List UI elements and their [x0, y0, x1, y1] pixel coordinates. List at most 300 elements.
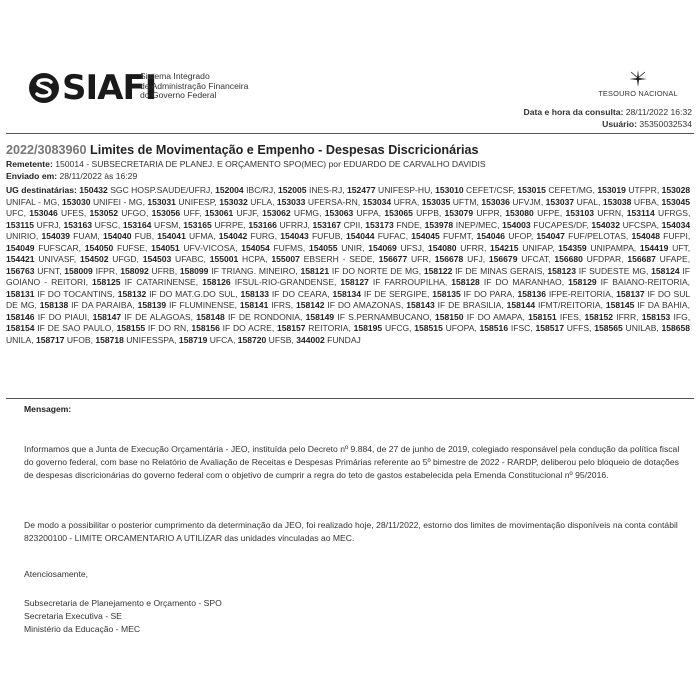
- ug-item: [64, 220, 118, 230]
- ug-item: [406, 300, 501, 310]
- ug-item: [183, 220, 243, 230]
- ug-code: 153031: [147, 196, 176, 207]
- ug-name: UFR: [411, 254, 429, 264]
- ug-name: IF DO SUL DE MG: [6, 288, 691, 310]
- ug-item: [422, 197, 477, 207]
- ug-code: 158142: [295, 300, 325, 310]
- ug-item: [62, 197, 143, 207]
- ug-code: 154047: [536, 231, 565, 241]
- ug-name: IFRS: [271, 300, 291, 310]
- ug-code: 153033: [276, 196, 306, 207]
- ug-name: UFPB: [416, 208, 439, 218]
- ug-item: [278, 185, 342, 195]
- ug-item: [568, 277, 688, 287]
- ug-code: 153037: [545, 196, 575, 207]
- ug-item: [535, 323, 589, 333]
- ug-name: UFRN: [597, 208, 622, 218]
- ug-code: 158152: [584, 311, 613, 322]
- ug-code: 154069: [368, 242, 397, 253]
- ug-name: UFRJ: [36, 219, 59, 230]
- ug-item: [435, 312, 522, 322]
- ug-name: UFPA: [356, 208, 379, 218]
- ug-code: 153103: [565, 208, 595, 218]
- ug-name: FUCAPES/DF: [533, 219, 587, 230]
- ug-code: 158515: [414, 323, 443, 333]
- ug-item: [277, 323, 349, 333]
- consulta-label: Data e hora da consulta:: [523, 107, 624, 117]
- ug-code: 153028: [661, 185, 691, 195]
- ug-code: 154048: [631, 231, 660, 241]
- ug-name: IF DE ALAGOAS: [124, 311, 191, 322]
- siafi-logo: [28, 68, 156, 108]
- ug-name: UFNT: [37, 265, 60, 276]
- ug-item: [363, 197, 417, 207]
- ug-item: [502, 220, 586, 230]
- ug-code: 153030: [62, 196, 91, 207]
- ug-name: IFRR: [616, 311, 637, 322]
- usuario-value: 35350032534: [639, 119, 692, 129]
- ug-item: [219, 197, 272, 207]
- ug-code: 153114: [626, 208, 655, 218]
- ug-name: IFSC: [510, 323, 531, 333]
- ug-name: UFT: [672, 242, 688, 253]
- ug-name: UFAL: [576, 196, 599, 207]
- ug-name: IBC/RJ: [246, 185, 274, 195]
- ug-name: IF GOIANO - REITORI: [6, 265, 691, 287]
- ug-item: [95, 335, 174, 345]
- ug-item: [210, 254, 265, 264]
- ug-name: UFRA: [393, 196, 417, 207]
- enviado-row: [6, 171, 137, 181]
- ug-item: [480, 323, 531, 333]
- ug-code: 158127: [340, 277, 369, 287]
- consulta-row: [524, 106, 692, 118]
- ug-item: [445, 208, 500, 218]
- ug-name: FUF/PELOTAS: [568, 231, 626, 241]
- tesouro-star-icon: [627, 68, 649, 88]
- ug-code: 155007: [271, 254, 300, 264]
- ug-name: IFSUL-RIO-GRANDENSE: [234, 277, 334, 287]
- ug-item: [238, 335, 292, 345]
- ug-item: [296, 335, 361, 345]
- ug-code: 156680: [554, 254, 583, 264]
- ug-code: 154039: [41, 231, 70, 241]
- ug-code: 158092: [120, 265, 149, 276]
- ug-item: [118, 289, 236, 299]
- ug-code: 158144: [506, 300, 536, 310]
- ug-item: [147, 197, 214, 207]
- ug-code: 158145: [605, 300, 635, 310]
- ug-name: UFRPE: [214, 219, 244, 230]
- ug-name: UFMA: [189, 231, 214, 241]
- ug-code: 154419: [639, 242, 669, 253]
- ug-item: [277, 197, 358, 207]
- ug-item: [36, 335, 91, 345]
- query-meta: [524, 106, 692, 130]
- ug-name: UFVJM: [512, 196, 541, 207]
- ug-item: [517, 289, 610, 299]
- ug-code: 158151: [528, 311, 557, 322]
- ug-name: FNDE: [396, 219, 420, 230]
- ug-code: 154045: [411, 231, 440, 241]
- ug-code: 150432: [79, 185, 108, 195]
- ug-name: UFBA: [633, 196, 657, 207]
- ug-code: 158131: [6, 288, 35, 299]
- ug-item: [262, 208, 319, 218]
- ug-item: [379, 254, 429, 264]
- ug-item: [280, 231, 340, 241]
- ug-item: [365, 220, 419, 230]
- ug-item: [103, 231, 152, 241]
- ug-name: UFMG: [293, 208, 320, 218]
- ug-item: [631, 231, 687, 241]
- ug-code: 158132: [117, 288, 147, 299]
- ug-code: 158195: [353, 323, 383, 333]
- ug-name: UFFS: [566, 323, 590, 333]
- ug-name: UFDPAR: [586, 254, 622, 264]
- ug-name: IF DE SERGIPE: [363, 288, 427, 299]
- ug-name: CEFET/CSF: [466, 185, 513, 195]
- ug-code: 158156: [191, 323, 220, 333]
- ug-name: UFCAT: [521, 254, 549, 264]
- ug-name: INEP/MEC: [455, 219, 498, 230]
- ug-item: [425, 220, 497, 230]
- ug-item: [606, 300, 688, 310]
- ug-item: [6, 312, 87, 322]
- ug-code: 153019: [597, 185, 626, 195]
- ug-item: [138, 300, 235, 310]
- ug-name: UNILAB: [625, 323, 657, 333]
- enviado-label: Enviado em:: [6, 171, 58, 181]
- tesouro-nacional-text: TESOURO NACIONAL: [598, 89, 678, 98]
- ug-item: [597, 185, 656, 195]
- ug-name: UFRB: [151, 265, 175, 276]
- ug-name: UNIFAL - MG: [6, 196, 58, 207]
- ug-code: 158147: [92, 311, 122, 322]
- message-closing: Atenciosamente,: [24, 569, 89, 579]
- mensagem-label: Mensagem:: [24, 404, 72, 414]
- ug-name: FUFSE: [116, 242, 145, 253]
- ug-code: 154046: [476, 231, 506, 241]
- ug-name: IF DE BRASILIA: [437, 300, 502, 310]
- ug-name: HCPA: [242, 254, 266, 264]
- ug-code: 158157: [276, 323, 306, 333]
- ug-name: IF DO ACRE: [222, 323, 272, 333]
- ug-code: 154054: [241, 242, 270, 253]
- ug-item: [309, 243, 362, 253]
- ug-name: UFF: [183, 208, 200, 218]
- ug-item: [120, 266, 175, 276]
- ug-code: 158125: [92, 277, 121, 287]
- ug-name: UFCG: [384, 323, 410, 333]
- ug-code: 153035: [421, 196, 451, 207]
- ug-code: 154215: [490, 242, 519, 253]
- ug-item: [6, 289, 113, 299]
- ug-code: 154055: [308, 242, 338, 253]
- ug-name: FUFAC: [377, 231, 406, 241]
- ug-name: UNIFEI - MG: [93, 196, 143, 207]
- ug-name: UFOP: [508, 231, 531, 241]
- ug-name: IF DO RN: [147, 323, 187, 333]
- ug-item: [481, 197, 541, 207]
- ug-item: [312, 220, 360, 230]
- ug-name: IF DE SAO PAULO: [37, 323, 112, 333]
- ug-name: UNIR: [341, 242, 363, 253]
- ug-name: UFPE: [537, 208, 560, 218]
- ug-name: UFES: [61, 208, 84, 218]
- ug-code: 158136: [517, 288, 546, 299]
- ug-code: 153166: [248, 219, 277, 230]
- ug-code: 158150: [435, 311, 464, 322]
- ug-code: 158720: [237, 334, 267, 345]
- ug-code: 158137: [616, 288, 645, 299]
- ug-name: FUFMT: [442, 231, 471, 241]
- ug-name: UFGO: [121, 208, 146, 218]
- ug-code: 154034: [661, 219, 691, 230]
- ug-item: [517, 185, 592, 195]
- ug-code: 156677: [378, 254, 408, 264]
- ug-item: [536, 231, 625, 241]
- ug-code: 154041: [157, 231, 186, 241]
- ug-code: 153115: [6, 219, 35, 230]
- ug-item: [306, 312, 430, 322]
- ug-item: [80, 254, 137, 264]
- message-divider: [6, 398, 694, 399]
- ug-item: [92, 277, 196, 287]
- ug-item: [202, 277, 334, 287]
- ug-item: [477, 231, 531, 241]
- ug-code: 153034: [362, 196, 392, 207]
- ug-name: FUFMS: [273, 242, 303, 253]
- ug-code: 158143: [406, 300, 435, 310]
- ug-item: [180, 266, 296, 276]
- ug-name: UFOB: [66, 334, 91, 345]
- ug-name: IF DO MAT.G.DO SUL: [149, 288, 236, 299]
- ug-item: [85, 243, 145, 253]
- ug-name: IF BAIANO-REITORIA: [600, 277, 688, 287]
- ug-name: IF DO NORTE DE MG: [331, 265, 419, 276]
- ug-name: UFOPA: [445, 323, 475, 333]
- ug-item: [6, 254, 74, 264]
- ug-code: 158121: [300, 265, 330, 276]
- ug-item: [40, 300, 133, 310]
- ug-code: 154042: [218, 231, 248, 241]
- remetente-row: [6, 159, 486, 169]
- ug-name: IF S.PERNAMBUCANO: [337, 311, 430, 322]
- ug-name: UFV-VICOSA: [183, 242, 236, 253]
- ug-name: FUNDAJ: [327, 334, 361, 345]
- signature: [24, 597, 688, 635]
- ug-code: 154359: [558, 242, 587, 253]
- ug-code: 158658: [661, 323, 691, 333]
- ug-name: IF SUDESTE MG: [578, 265, 646, 276]
- ug-code: 153065: [384, 208, 413, 218]
- ug-name: IF DO PARA: [463, 288, 513, 299]
- ug-item: [29, 208, 84, 218]
- ug-code: 158718: [95, 334, 124, 345]
- ug-item: [205, 208, 257, 218]
- ug-item: [241, 243, 303, 253]
- message-paragraph: De modo a possibilitar o posterior cumprimento da determinação da JEO, foi realizado hoje, 28/11/2022, estorno dos limites de movimentação disponíveis na conta contábil 823200100 - LIMITE ORCAMENTARIO A UTILIZAR das unidades vinculadas ao MEC.: [24, 520, 678, 543]
- ug-name: FUFSCAR: [38, 242, 79, 253]
- ug-code: 153079: [444, 208, 474, 218]
- ug-name: UFJF: [236, 208, 257, 218]
- ug-item: [546, 197, 598, 207]
- ug-name: IF DE MINAS GERAIS: [455, 265, 543, 276]
- ug-item: [424, 266, 542, 276]
- ug-name: UNIFAP: [522, 242, 553, 253]
- ug-item: [340, 277, 445, 287]
- ug-code: 152005: [278, 185, 307, 195]
- ug-name: UFCSPA: [622, 219, 657, 230]
- ug-code: 158153: [641, 311, 671, 322]
- ug-item: [347, 185, 430, 195]
- ug-item: [558, 243, 634, 253]
- ug-item: [64, 266, 115, 276]
- ug-code: 158148: [196, 311, 225, 322]
- ug-name: UFRRJ: [279, 219, 308, 230]
- ug-item: [584, 312, 636, 322]
- ug-item: [346, 231, 406, 241]
- ug-code: 153045: [661, 196, 691, 207]
- signature-line: Secretaria Executiva - SE: [24, 610, 122, 621]
- ug-item: [6, 323, 111, 333]
- ug-name: IFPE-REITORIA: [548, 288, 611, 299]
- ug-name: UFJ: [467, 254, 483, 264]
- ug-code: 153080: [505, 208, 534, 218]
- ug-name: UNIFESP: [178, 196, 215, 207]
- ug-name: IFPR: [95, 265, 116, 276]
- ug-item: [123, 220, 178, 230]
- ug-name: IF DO AMAPA: [466, 311, 523, 322]
- ug-name: UNIFESSPA: [126, 334, 175, 345]
- ug-code: 153163: [63, 219, 93, 230]
- ug-code: 158155: [116, 323, 146, 333]
- ug-name: UFAPE: [659, 254, 688, 264]
- document-title: Limites de Movimentação e Empenho - Despesas Discricionárias: [90, 143, 479, 157]
- ug-name: IF DE RONDONIA: [228, 311, 300, 322]
- page-title: [6, 143, 479, 157]
- ug-item: [325, 208, 379, 218]
- ug-item: [591, 220, 656, 230]
- usuario-label: Usuário:: [602, 119, 638, 129]
- tesouro-nacional-logo: [588, 68, 688, 98]
- ug-item: [435, 254, 483, 264]
- ug-item: [179, 335, 233, 345]
- ug-code: 158133: [240, 288, 269, 299]
- ug-item: [151, 243, 235, 253]
- ug-code: 154032: [591, 219, 620, 230]
- ug-item: [117, 323, 187, 333]
- ug-code: 153063: [324, 208, 354, 218]
- ug-name: IF FARROUPILHA: [372, 277, 445, 287]
- ug-name: FURG: [250, 231, 275, 241]
- message-paragraph: Informamos que a Junta de Execução Orçamentária - JEO, instituída pelo Decreto nº 9.884, de 27 de junho de 2019, colegiado responsável pela condução da política fiscal do governo federal, com base no Relatório de Avaliação de Receitas e Despesas Primárias referente ao 5º bimestre de 2022 - RARDP, deliberou pelo bloqueio de dotações de despesas discricionárias do governo federal com o objetivo de cumprir a regra do teto de gastos estabelecida pela Emenda Constitucional nº 95/2016.: [24, 444, 680, 480]
- ug-code: 153056: [151, 208, 181, 218]
- ug-code: 158154: [6, 323, 35, 333]
- ug-item: [93, 312, 191, 322]
- ug-item: [490, 243, 552, 253]
- ug-name: IF TRIANG. MINEIRO: [211, 265, 296, 276]
- ug-code: 158129: [568, 277, 597, 287]
- ug-item: [196, 312, 300, 322]
- ug-item: [191, 323, 272, 333]
- ug-item: [157, 231, 213, 241]
- signature-line: Subsecretaria de Planejamento e Orçamento - SPO: [24, 598, 222, 608]
- remetente-label: Remetente:: [6, 159, 53, 169]
- ug-item: [296, 300, 401, 310]
- ug-name: UNILA: [6, 334, 32, 345]
- ug-item: [414, 323, 474, 333]
- ug-name: FUAM: [73, 231, 98, 241]
- ug-name: UFERSA-RN: [307, 196, 358, 207]
- enviado-value: 28/11/2022 às 16:29: [59, 171, 138, 181]
- siafi-wordmark: SIAFI: [62, 68, 157, 108]
- ug-item: [301, 266, 419, 276]
- ug-code: 153010: [435, 185, 464, 195]
- ug-item: [594, 323, 656, 333]
- ug-code: 153173: [365, 219, 394, 230]
- ug-code: 158134: [332, 288, 362, 299]
- ug-code: 158122: [423, 265, 453, 276]
- ug-item: [566, 208, 622, 218]
- ug-item: [79, 185, 210, 195]
- ug-name: UNIVASF: [38, 254, 74, 264]
- ug-name: UFSC: [94, 219, 118, 230]
- ug-code: 154421: [6, 254, 35, 264]
- ug-name: REITORIA: [308, 323, 349, 333]
- ug-name: FUFUB: [311, 231, 341, 241]
- ug-code: 154049: [6, 242, 35, 253]
- ug-code: 156763: [6, 265, 35, 276]
- ug-code: 156687: [627, 254, 656, 264]
- ug-item: [640, 243, 688, 253]
- siafi-subtitle: [140, 72, 248, 101]
- ug-code: 158516: [479, 323, 509, 333]
- ug-item: [528, 312, 579, 322]
- ug-item: [248, 220, 307, 230]
- ug-code: 158138: [39, 300, 69, 310]
- ug-name: UFABC: [175, 254, 204, 264]
- ug-code: 153046: [29, 208, 58, 218]
- ug-code: 154502: [79, 254, 109, 264]
- ug-name: UNIRIO: [6, 231, 36, 241]
- siafi-subtitle-line: do Governo Federal: [140, 90, 217, 101]
- ug-item: [143, 254, 204, 264]
- ug-code: 153164: [122, 219, 152, 230]
- ug-destinatarias: UG destinatárias: 150432 SGC HOSP.SAUDE/UFRJ, 152004 IBC/RJ, 152005 INES-RJ, 152477 UNIFESP-HU, 153010 CEFET/CSF, 153015 CEFET/MG, 153019 UTFPR, 153028 UNIFAL - MG, 153030 UNIFEI - MG, 153031 UNIFESP, 153032 UFLA, 153033 UFERSA-RN, 153034 UFRA, 153035 UFTM, 153036 UFVJM, 153037 UFAL, 153038 UFBA, 153045 UFC, 153046 UFES, 153052 UFGO, 153056 UFF, 153061 UFJF, 153062 UFMG, 153063 UFPA, 153065 UFPB, 153079 UFPR, 153080 UFPE, 153103 UFRN, 153114 UFRGS, 153115 UFRJ, 153163 UFSC, 153164 UFSM, 153165 UFRPE, 153166 UFRRJ, 153167 CPII, 153173 FNDE, 153978 INEP/MEC, 154003 FUCAPES/DF, 154032 UFCSPA, 154034 UNIRIO, 154039 FUAM, 154040 FUB, 154041 UFMA, 154042 FURG, 154043 FUFUB, 154044 FUFAC, 154045 FUFMT, 154046 UFOP, 154047 FUF/PELOTAS, 154048 FUFPI, 154049 FUFSCAR, 154050 FUFSE, 154051 UFV-VICOSA, 154054 FUFMS, 154055 UNIR, 154069 UFSJ, 154080 UFRR, 154215 UNIFAP, 154359 UNIPAMPA, 154419 UFT, 154421 UNIVASF, 154502 UFGD, 154503 UFABC, 155001 HCPA, 155007 EBSERH - SEDE, 156677 UFR, 156678 UFJ, 156679 UFCAT, 156680 UFDPAR, 156687 UFAPE, 156763 UFNT, 158009 IFPR, 158092 UFRB, 158099 IF TRIANG. MINEIRO, 158121 IF DO NORTE DE MG, 158122 IF DE MINAS GERAIS, 158123 IF SUDESTE MG, 158124 IF GOIANO - REITORI, 158125 IF CATARINENSE, 158126 IFSUL-RIO-GRANDENSE, 158127 IF FARROUPILHA, 158128 IF DO MARANHAO, 158129 IF BAIANO-REITORIA, 158131 IF DO TOCANTINS, 158132 IF DO MAT.G.DO SUL, 158133 IF DO CEARA, 158134 IF DE SERGIPE, 158135 IF DO PARA, 158136 IFPE-REITORIA, 158137 IF DO SUL DE MG, 158138 IF DA PARAIBA, 158139 IF FLUMINENSE, 158141 IFRS, 158142 IF DO AMAZONAS, 158143 IF DE BRASILIA, 158144 IFMT/REITORIA, 158145 IF DA BAHIA, 158146 IF DO PIAUI, 158147 IF DE ALAGOAS, 158148 IF DE RONDONIA, 158149 IF S.PERNAMBUCANO, 158150 IF DO AMAPA, 158151 IFES, 158152 IFRR, 158153 IFG, 158154 IF DE SAO PAULO, 158155 IF DO RN, 158156 IF DO ACRE, 158157 REITORIA, 158195 UFCG, 158515 UFOPA, 158516 IFSC, 158517 UFFS, 158565 UNILAB, 158658 UNILA, 158717 UFOB, 158718 UNIFESSPA, 158719 UFCA, 158720 UFSB, 344002 FUNDAJ: [6, 185, 691, 345]
- ug-item: [489, 254, 548, 264]
- ug-name: UFRGS: [658, 208, 688, 218]
- ug-name: IF DO CEARA: [271, 288, 328, 299]
- ug-item: [354, 323, 410, 333]
- ug-name: SGC HOSP.SAUDE/UFRJ: [110, 185, 211, 195]
- ug-name: IFG: [673, 311, 688, 322]
- ug-item: [505, 208, 560, 218]
- ug-code: 158149: [305, 311, 335, 322]
- ug-item: [333, 289, 427, 299]
- ug-name: IF CATARINENSE: [124, 277, 196, 287]
- ug-code: 158124: [651, 265, 680, 276]
- ug-code: 152477: [347, 185, 376, 195]
- ug-name: IF DO PIAUI: [37, 311, 87, 322]
- ug-code: 158717: [35, 334, 65, 345]
- ug-code: 154503: [142, 254, 172, 264]
- header-divider: [6, 133, 694, 134]
- document-id: 2022/3083960: [6, 143, 87, 157]
- ug-name: IF DO TOCANTINS: [37, 288, 113, 299]
- ug-code: 153036: [481, 196, 510, 207]
